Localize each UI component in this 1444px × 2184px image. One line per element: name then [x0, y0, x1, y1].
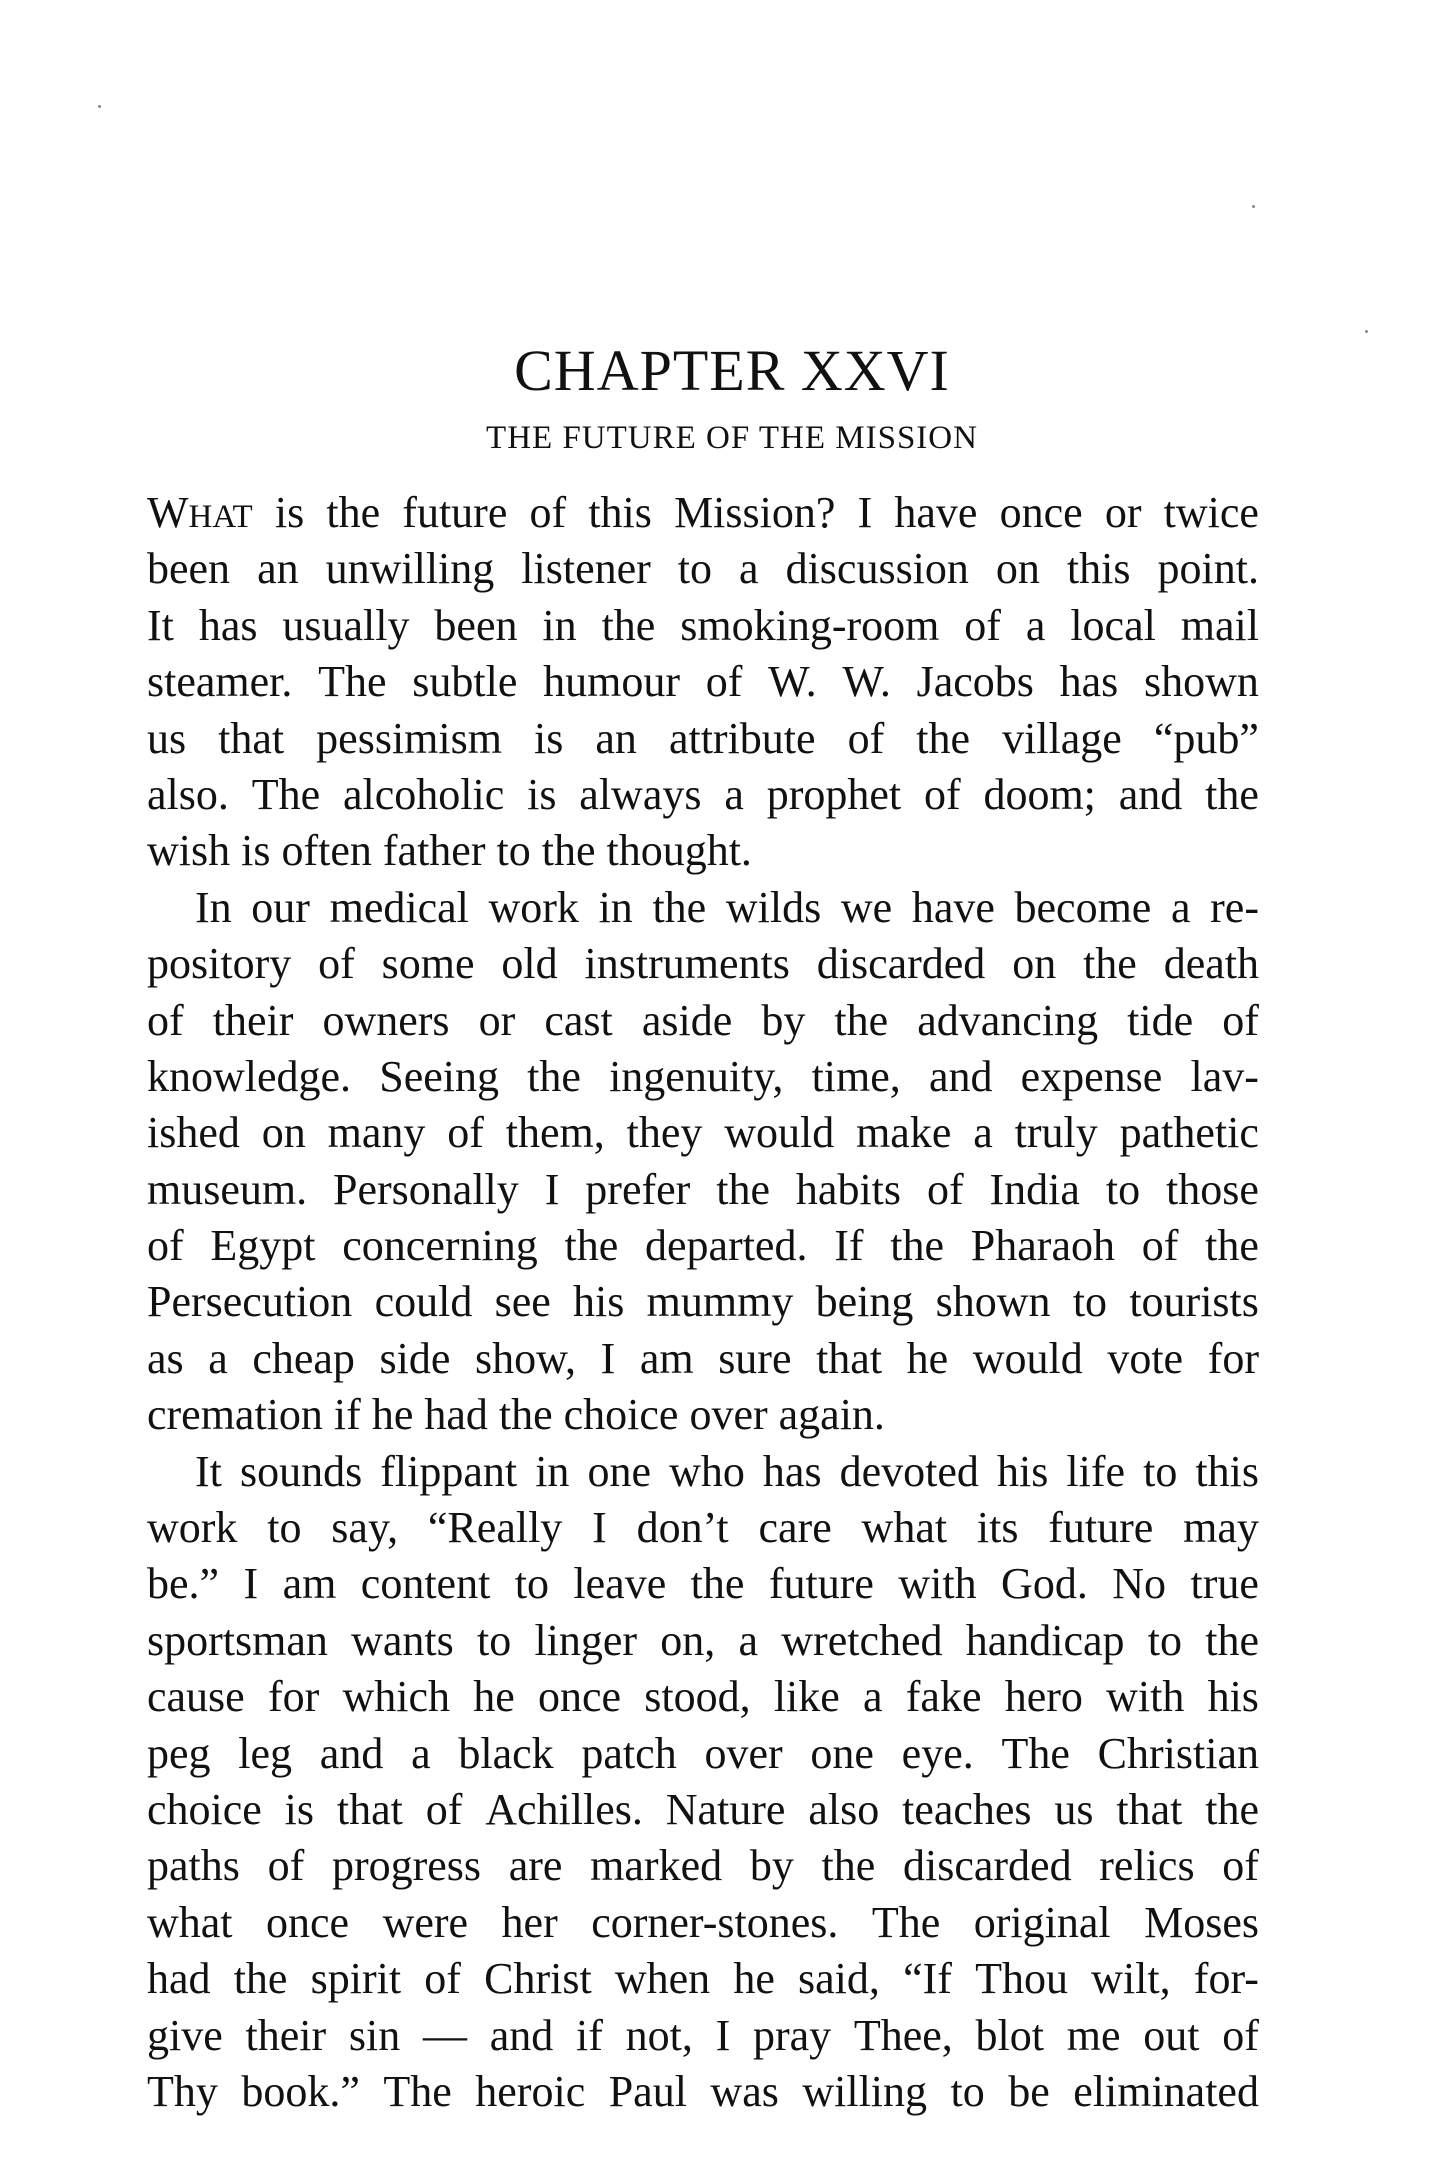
text-line: cause for which he once stood, like a fake hero with his [147, 1672, 1259, 1722]
text-line: It sounds flippant in one who has devoted his life to this [195, 1446, 1259, 1496]
text-line: also. The alcoholic is always a prophet of doom; and the [147, 769, 1259, 819]
scan-speck [1252, 205, 1255, 208]
text-line: museum. Personally I prefer the habits of India to those [147, 1164, 1259, 1214]
paragraph [147, 880, 1259, 1444]
scan-speck [98, 105, 101, 108]
text-line: knowledge. Seeing the ingenuity, time, and expense lav- [147, 1051, 1259, 1101]
text-line: It has usually been in the smoking-room of a local mail [147, 600, 1259, 650]
text-line: what once were her corner-stones. The original Moses [147, 1897, 1259, 1947]
text-line: give their sin — and if not, I pray Thee, blot me out of [147, 2010, 1259, 2060]
chapter-number: CHAPTER XXVI [514, 338, 950, 403]
text-line: pository of some old instruments discarded on the death [147, 939, 1259, 989]
text-line: of their owners or cast aside by the advancing tide of [147, 995, 1259, 1045]
scan-speck [1365, 330, 1368, 333]
text-line: of Egypt concerning the departed. If the Pharaoh of the [147, 1221, 1259, 1271]
text-line: Thy book.” The heroic Paul was willing to be eliminated [147, 2066, 1259, 2116]
text-line: In our medical work in the wilds we have become a re- [195, 882, 1259, 932]
text-line: cremation if he had the choice over again. [147, 1390, 885, 1440]
text-line: us that pessimism is an attribute of the village “pub” [147, 713, 1259, 763]
text-line: peg leg and a black patch over one eye. The Christian [147, 1728, 1259, 1778]
text-line: choice is that of Achilles. Nature also teaches us that the [147, 1784, 1259, 1834]
text-line: had the spirit of Christ when he said, “If Thou wilt, for- [147, 1954, 1259, 2004]
body-text [147, 485, 1259, 2120]
text-line: as a cheap side show, I am sure that he would vote for [147, 1333, 1259, 1383]
paragraph [147, 485, 1259, 880]
text-line: steamer. The subtle humour of W. W. Jacobs has shown [147, 657, 1259, 707]
text-line: Persecution could see his mummy being shown to tourists [147, 1277, 1259, 1327]
text-line: work to say, “Really I don’t care what its future may [147, 1503, 1259, 1553]
text-line: wish is often father to the thought. [147, 826, 752, 876]
text-line: ished on many of them, they would make a truly pathetic [147, 1108, 1259, 1158]
text-line: be.” I am content to leave the future with God. No true [147, 1559, 1259, 1609]
chapter-title: THE FUTURE OF THE MISSION [486, 420, 978, 456]
text-line: been an unwilling listener to a discussion on this point. [147, 544, 1259, 594]
paragraph [147, 1444, 1259, 2121]
text-line: WHAT is the future of this Mission? I have once or twice [147, 488, 1259, 537]
text-line: paths of progress are marked by the discarded relics of [147, 1841, 1259, 1891]
text-line: sportsman wants to linger on, a wretched handicap to the [147, 1615, 1259, 1665]
